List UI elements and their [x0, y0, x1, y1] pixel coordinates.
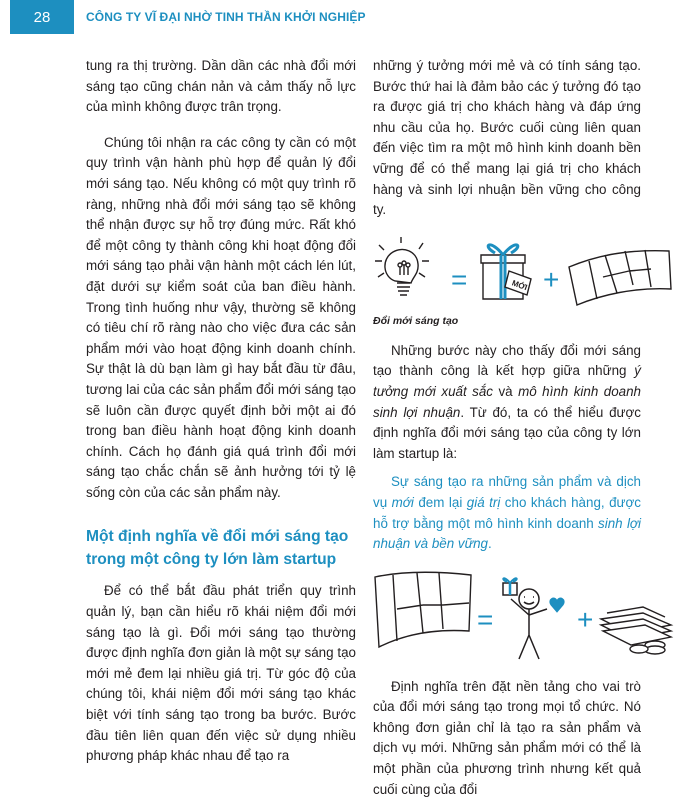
happy-customer-icon	[503, 578, 547, 659]
emphasis-text: sinh lợi nhuận và bền vững	[373, 515, 641, 552]
section-heading: Một định nghĩa về đổi mới sáng tạo trong một công ty lớn làm startup	[86, 528, 349, 569]
text-run: cho khách hàng, được hỗ trợ bằng một mô hình kinh doanh	[373, 494, 641, 531]
emphasis-text: ý tưởng mới xuất sắc	[373, 363, 641, 399]
paragraph	[373, 341, 641, 465]
page-number: 28	[10, 0, 74, 34]
innovation-equation-figure	[373, 237, 641, 327]
text-run: Những bước này cho thấy đổi mới sáng tạo thành công là kết hợp giữa những	[373, 342, 641, 379]
text-run: . Từ đó, ta có thể hiểu được định nghĩa đổi mới sáng tạo của công ty lớn làm startup là:	[373, 404, 641, 461]
business-model-canvas-icon	[375, 572, 471, 647]
paragraph: những ý tưởng mới mẻ và có tính sáng tạo. Bước thứ hai là đảm bảo các ý tưởng đó tạo ra được giá trị cho khách hàng và đáp ứng nhu cầu của họ. Bước cuối cùng liên quan đến việc tìm ra một mô hình kinh doanh bền vững để có thể mang lại giá trị cho khách hàng và sinh lợi nhuận bền vững cho công ty.	[373, 58, 641, 218]
gift-tag-label: MỚI	[510, 278, 529, 292]
figure-caption: Đổi mới sáng tạo	[373, 314, 459, 327]
right-column	[373, 56, 641, 800]
equals-sign: =	[477, 603, 494, 635]
emphasis-text: giá trị	[466, 494, 501, 510]
text-run: và	[493, 383, 519, 399]
business-model-canvas-icon	[569, 250, 671, 305]
plus-sign: +	[577, 603, 594, 635]
paragraph: Chúng tôi nhận ra các công ty cần có một quy trình vận hành phù hợp để quản lý đổi mới sáng tạo. Nếu không có một quy trình rõ ràng, những nhà đổi mới sáng tạo sẽ không thể nhận được sự hỗ trợ đúng mức. Rất khó để một công ty thành công khi hoạt động đổi mới sáng tạo phải vận hành một cách lén lút, đặt dưới sự kiểm soát của ban điều hành. Trong tình huống như vậy, thường sẽ không có tiêu chí rõ ràng nào cho việc đưa các sản phẩm mới vào hoạt động kinh doanh chính. Sự thật là dù bạn làm gì hay bắt đầu từ đâu, tương lai của các sản phẩm đổi mới sáng tạo sẽ luôn cần được quyết định bởi một ai đó trong ban điều hành hoạt động kinh doanh chính. Cách họ đánh giá quá trình đổi mới sáng tạo chắc chắn sẽ ảnh hưởng tới tỷ lệ sống còn của các sản phẩm này.	[86, 134, 356, 500]
definition-quote	[373, 472, 641, 554]
light-bulb-icon	[375, 237, 429, 295]
emphasis-text: mới	[391, 494, 414, 510]
paragraph: Định nghĩa trên đặt nền tảng cho vai trò của đổi mới sáng tạo trong mọi tổ chức. Nó không đơn giản chỉ là tạo ra sản phẩm và dịch vụ mới. Những sản phẩm mới có thể là một phần của phương trình nhưng kết quả cuối cùng của đổi	[373, 678, 641, 797]
business-value-illustration	[373, 569, 678, 661]
left-column	[86, 56, 356, 767]
running-title: CÔNG TY VĨ ĐẠI NHỜ TINH THẦN KHỞI NGHIỆP	[86, 10, 366, 24]
paragraph: Để có thể bắt đầu phát triển quy trình quản lý, bạn cần hiểu rõ khái niệm đổi mới sáng tạo là gì. Đổi mới sáng tạo thường được định nghĩa đơn giản là một sự sáng tạo mới mẻ đem lại nhiều giá trị. Từ góc độ của chúng tôi, khái niệm đổi mới sáng tạo khác biệt với tính sáng tạo trong ba bước. Bước đầu tiên liên quan đến việc sử dụng nhiều phương pháp khác nhau để tạo ra	[86, 583, 356, 764]
business-value-figure	[373, 569, 641, 661]
money-stack-icon	[601, 607, 671, 654]
equals-sign: =	[451, 263, 468, 295]
text-run: đem lại	[413, 494, 467, 510]
plus-sign: +	[543, 263, 560, 295]
text-run: Sự sáng tạo ra những sản phẩm và dịch vụ	[373, 474, 641, 510]
paragraph: tung ra thị trường. Dần dần các nhà đổi mới sáng tạo cũng chán nản và cảm thấy nỗ lực của mình không được trân trọng.	[86, 58, 356, 115]
innovation-equation-illustration	[373, 237, 673, 317]
emphasis-text: mô hình kinh doanh sinh lợi nhuận	[373, 383, 641, 420]
text-run: .	[487, 536, 492, 552]
heart-icon	[550, 598, 564, 612]
page-header	[0, 0, 700, 38]
